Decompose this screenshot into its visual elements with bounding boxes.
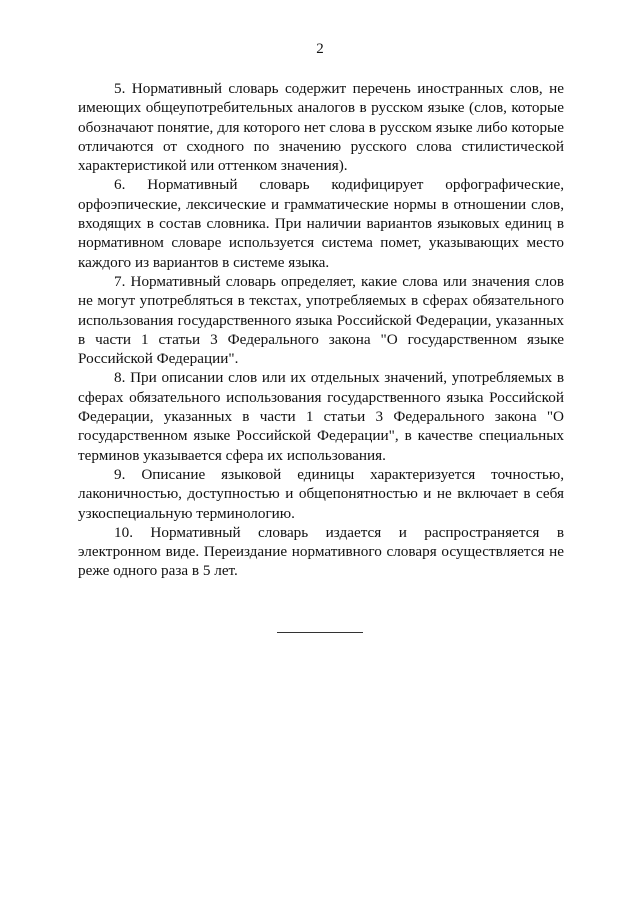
paragraph-9: 9. Описание языковой единицы характеризуется точностью, лаконичностью, доступностью и общепонятностью и не включает в себя узкоспециальную терминологию. — [78, 465, 564, 522]
paragraph-10: 10. Нормативный словарь издается и распространяется в электронном виде. Переиздание нормативного словаря осуществляется не реже одного раза в 5 лет. — [78, 523, 564, 580]
page-number: 2 — [316, 41, 324, 57]
paragraph-7: 7. Нормативный словарь определяет, какие слова или значения слов не могут употребляться в текстах, употребляемых в сферах обязательного использования государственного языка Российской Федерации, указанных в части 1 статьи 3 Федерального закона "О государственном языке Российской Федерации". — [78, 272, 564, 368]
paragraph-8: 8. При описании слов или их отдельных значений, употребляемых в сферах обязательного использования государственного языка Российской Федерации, указанных в части 1 статьи 3 Федерального закона "О государственном языке Российской Федерации", в качестве специальных терминов указывается сфера их использования. — [78, 369, 564, 464]
document-body — [78, 79, 564, 581]
end-divider-line — [277, 632, 363, 633]
paragraph-6: 6. Нормативный словарь кодифицирует орфографические, орфоэпические, лексические и грамматические нормы в отношении слов, входящих в состав словника. При наличии вариантов языковых единиц в нормативном словаре используется система помет, указывающих место каждого из вариантов в системе языка. — [78, 176, 564, 271]
paragraph-5: 5. Нормативный словарь содержит перечень иностранных слов, не имеющих общеупотребительных аналогов в русском языке (слов, которые обозначают понятие, для которого нет слова в русском языке либо которые отличаются от сходного по значению русского слова стилистической характеристикой или оттенком значения). — [78, 80, 564, 175]
